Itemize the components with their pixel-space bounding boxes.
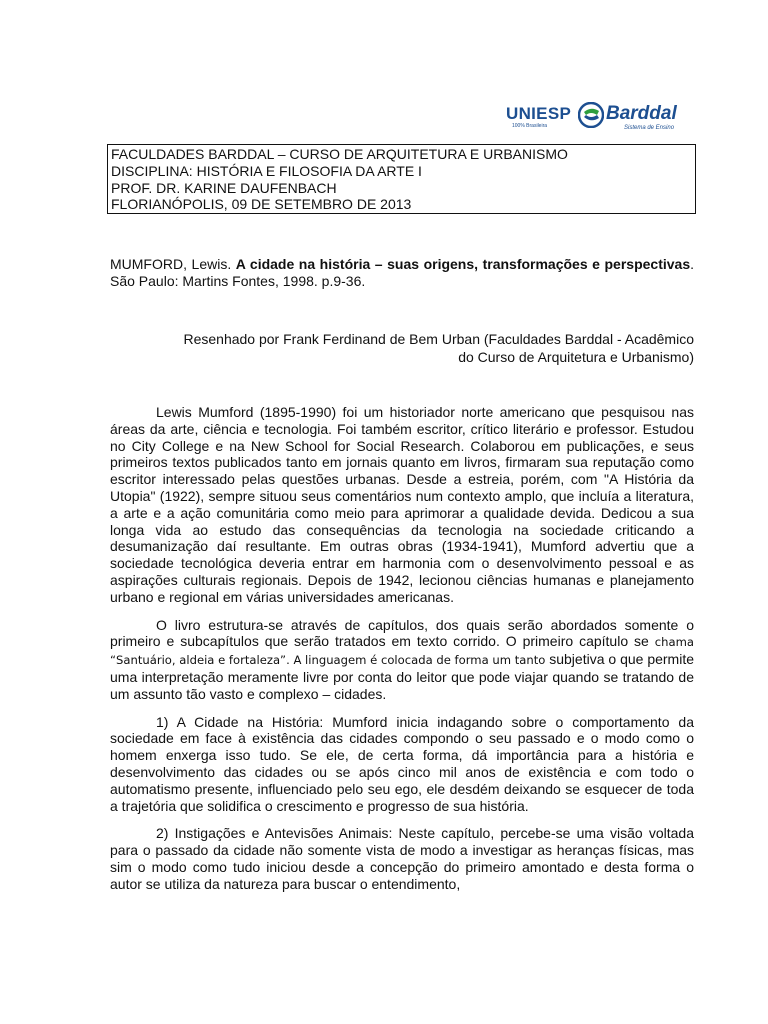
header-institution: FACULDADES BARDDAL – CURSO DE ARQUITETURA E URBANISMO — [111, 146, 568, 162]
paragraph-chapter-1: 1) A Cidade na História: Mumford inicia indagando sobre o comportamento da sociedade em face à existência das cidades compondo o seu passado e o modo como o homem enxerga isso tudo. Se ele, de certa forma, dá importância para a história e desenvolvimento das cidades ou se após cinco mil anos de existência e com todo o automatismo presente, influenciado pelo seu ego, ele desdém deixando se esquecer de toda a trajetória que solidifica o crescimento e progresso de sua história. — [110, 713, 694, 814]
header-professor: PROF. DR. KARINE DAUFENBACH — [111, 179, 337, 196]
paragraph-structure-chapter: chama “Santuário, aldeia e fortaleza”. A linguagem é colocada de forma um tanto — [110, 635, 694, 668]
paragraph-structure-start: O livro estrutura-se através de capítulos, dos quais serão abordados somente o primeiro e subcapítulos que serão tratados em texto corrido. O primeiro capítulo se — [110, 616, 694, 650]
reference-author: MUMFORD, Lewis. — [110, 256, 236, 272]
header-discipline: DISCIPLINA: HISTÓRIA E FILOSOFIA DA ARTE I — [111, 162, 422, 179]
uniesp-logo: UNIESP — [506, 104, 572, 123]
logo-area — [506, 100, 698, 134]
paragraph-structure-end: subjetiva o que permite uma interpretação meramente livre por conta do leitor que pode viajar quando se tratando de um assunto tão vasto e complexo – cidades. — [110, 651, 694, 702]
paragraph-chapter-2: 2) Instigações e Antevisões Animais: Neste capítulo, percebe-se uma visão voltada para o passado da cidade não somente vista de modo a investigar as heranças físicas, mas sim o modo como tudo iniciou desde a concepção do primeiro amontado e desta forma o autor se utiliza da natureza para buscar o entendimento, — [110, 825, 694, 892]
review-body — [110, 404, 694, 904]
barddal-tagline: Sistema de Ensino — [624, 125, 675, 131]
bibliographic-reference — [110, 256, 694, 290]
uniesp-tagline: 100% Brasileira — [512, 123, 548, 129]
course-header-box — [107, 144, 696, 214]
reference-title: A cidade na história – suas origens, transformações e perspectivas — [235, 256, 691, 272]
barddal-logo-icon — [578, 102, 604, 128]
header-date: FLORIANÓPOLIS, 09 DE SETEMBRO DE 2013 — [111, 196, 412, 213]
reviewer-line-1: Resenhado por Frank Ferdinand de Bem Urban (Faculdades Barddal - Acadêmico — [183, 331, 694, 347]
reviewer-credit — [110, 330, 694, 366]
barddal-logo: Barddal — [606, 103, 677, 124]
paragraph-biography: Lewis Mumford (1895-1990) foi um historiador norte americano que pesquisou nas áreas da arte, ciência e tecnologia. Foi também escritor, crítico literário e professor. Estudou no City College e na New School for Social Research. Colaborou em publicações, e seus primeiros textos publicados tanto em jornais quanto em livros, firmaram sua reputação como escritor interessado pelas questões urbanas. Desde a estreia, porém, com "A História da Utopia" (1922), sempre situou seus comentários num contexto amplo, que incluía a literatura, a arte e a ação comunitária como meio para aprimorar a qualidade devida. Dedicou a sua longa vida ao estudo das consequências da tecnologia na sociedade criticando a desumanização daí resultante. Em outras obras (1934-1941), Mumford advertiu que a sociedade tecnológica deveria entrar em harmonia com o desenvolvimento pessoal e as aspirações culturais regionais. Depois de 1942, lecionou ciências humanas e planejamento urbano e regional em várias universidades americanas. — [110, 404, 694, 605]
reviewer-line-2: do Curso de Arquitetura e Urbanismo) — [458, 349, 694, 365]
reference-publication: . São Paulo: Martins Fontes, 1998. p.9-36. — [110, 256, 694, 289]
paragraph-structure — [110, 617, 694, 703]
